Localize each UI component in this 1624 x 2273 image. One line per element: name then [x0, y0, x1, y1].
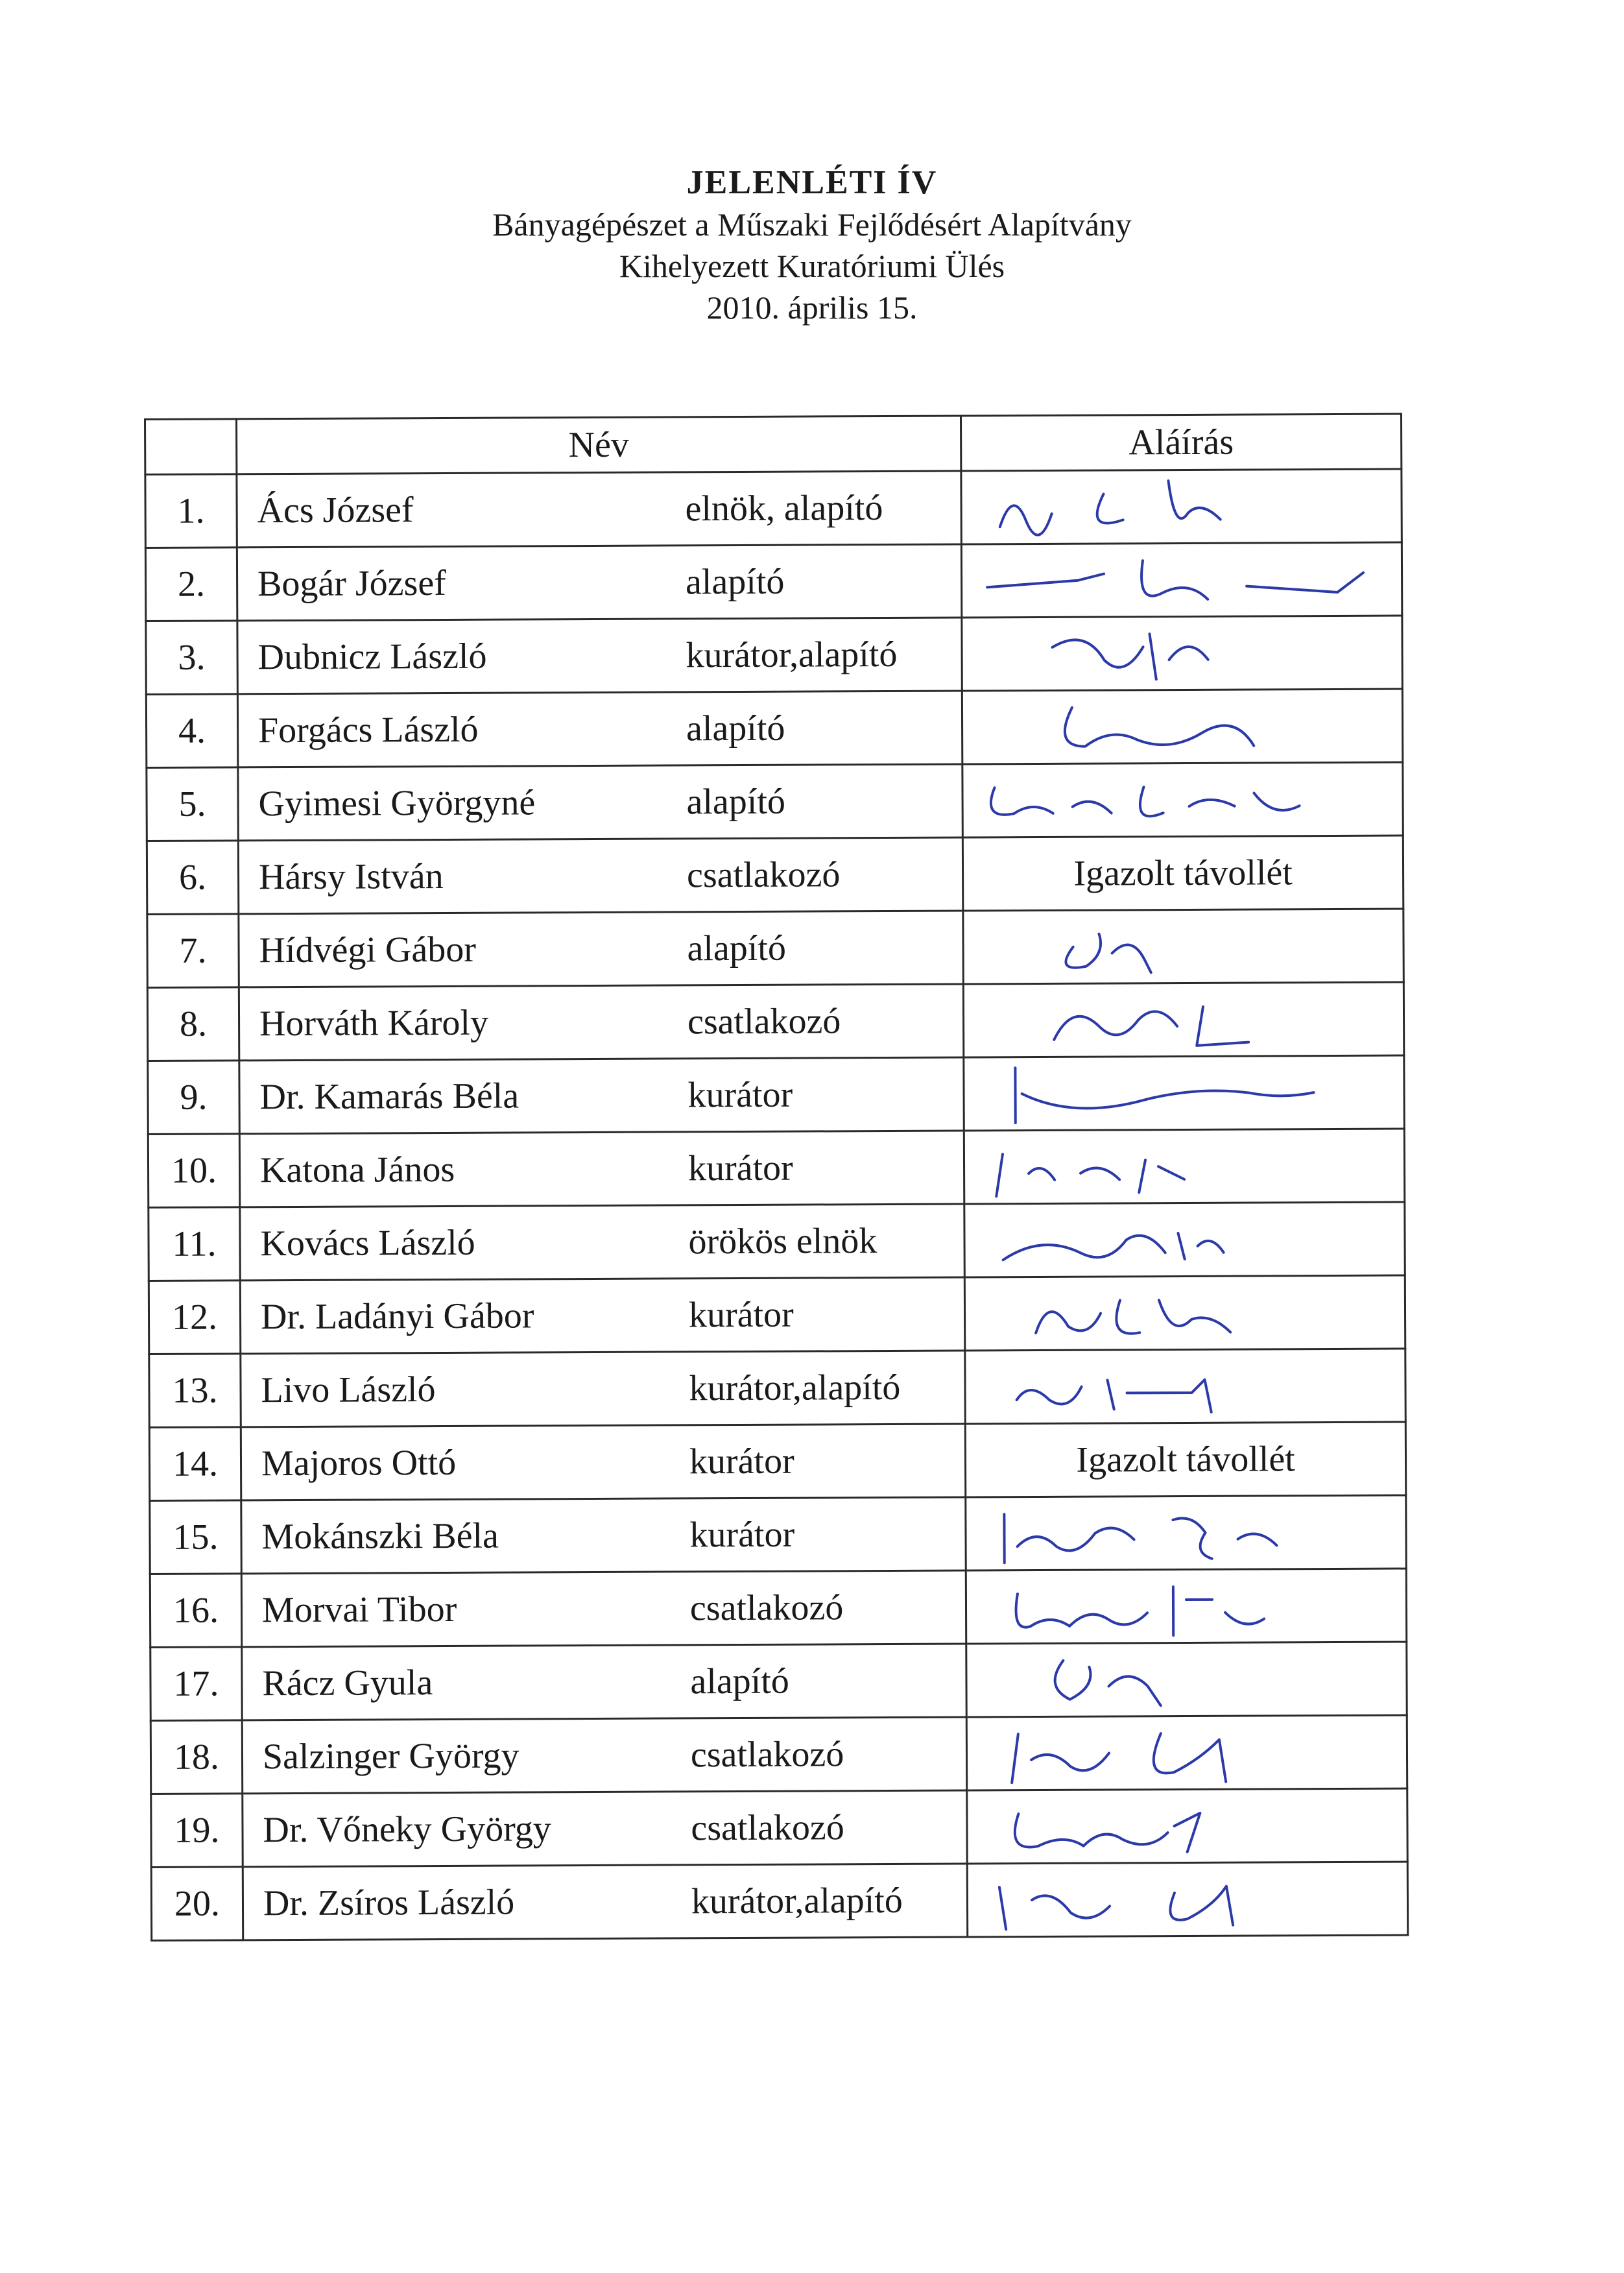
member-name: Horváth Károly: [259, 1002, 489, 1044]
organization-name: Bányagépészet a Műszaki Fejlődésért Alapítvány: [492, 206, 1132, 243]
member-info: [241, 1220, 963, 1264]
member-cell: [241, 1570, 966, 1647]
signature-stroke: [1012, 1733, 1226, 1783]
handwritten-signature: [978, 1500, 1393, 1567]
handwritten-signature: [979, 1646, 1394, 1713]
handwritten-signature: [977, 1353, 1392, 1420]
meeting-date: 2010. április 15.: [706, 289, 918, 326]
member-role: csatlakozó: [687, 1001, 841, 1042]
table-row: [151, 1788, 1407, 1867]
member-cell: [239, 911, 964, 987]
table-row: [148, 1129, 1404, 1207]
member-cell: [243, 1864, 968, 1940]
member-role: alapító: [686, 708, 785, 749]
handwritten-signature: [975, 693, 1390, 760]
row-number: 13.: [149, 1354, 241, 1428]
member-name: Katona János: [259, 1149, 455, 1191]
row-number: 19.: [151, 1794, 243, 1868]
member-role: alapító: [690, 1661, 789, 1702]
signature-stroke: [1017, 1380, 1212, 1413]
handwritten-signature: [979, 1573, 1394, 1640]
member-info: [240, 1000, 962, 1045]
row-number: 9.: [148, 1061, 239, 1135]
row-number: 10.: [148, 1134, 239, 1208]
signature-stroke: [1055, 1660, 1161, 1706]
table-row: [149, 1202, 1405, 1281]
table-row: [148, 1055, 1404, 1134]
signature-stroke: [991, 786, 1300, 817]
member-role: kurátor,alapító: [689, 1367, 901, 1409]
meeting-name: Kihelyezett Kuratóriumi Ülés: [619, 248, 1005, 284]
row-number: 15.: [150, 1500, 241, 1574]
table-row: [147, 909, 1403, 987]
row-number: 6.: [147, 841, 238, 915]
member-info: [241, 1293, 964, 1338]
row-number: 8.: [147, 987, 239, 1061]
table-row: [146, 616, 1402, 694]
member-role: kurátor: [688, 1294, 794, 1336]
member-info: [239, 707, 961, 752]
member-name: Ács József: [257, 490, 414, 531]
member-info: [242, 1513, 964, 1557]
signature-stroke: [1036, 1300, 1230, 1334]
member-role: kurátor: [687, 1074, 793, 1116]
member-info: [243, 1659, 965, 1704]
member-cell: [240, 1204, 965, 1281]
member-name: Mokánszki Béla: [261, 1515, 499, 1557]
signature-stroke: [996, 1153, 1184, 1196]
signature-cell: [964, 1129, 1404, 1204]
member-cell: [240, 1277, 965, 1354]
member-name: Gyimesi Györgyné: [258, 782, 536, 824]
signature-cell: [967, 1862, 1407, 1937]
member-name: Hársy István: [258, 856, 444, 898]
handwritten-signature: [980, 1866, 1395, 1933]
member-info: [243, 1806, 966, 1851]
signature-stroke: [1053, 634, 1208, 680]
row-number: 4.: [146, 694, 237, 768]
signature-cell: [965, 1349, 1405, 1424]
signature-cell: [964, 1275, 1405, 1351]
signature-stroke: [1065, 707, 1254, 747]
member-info: [243, 1733, 966, 1777]
handwritten-signature: [976, 987, 1391, 1053]
row-number: 11.: [149, 1207, 240, 1281]
attendance-table: [144, 413, 1409, 1942]
member-role: kurátor: [689, 1514, 795, 1556]
table-row: [151, 1862, 1407, 1940]
member-role: alapító: [685, 561, 785, 603]
handwritten-signature: [979, 1720, 1394, 1786]
member-role: csatlakozó: [686, 854, 841, 896]
signature-cell: [964, 1202, 1405, 1277]
signature-stroke: [1066, 933, 1151, 973]
signature-cell: [962, 762, 1403, 837]
row-number: 12.: [149, 1281, 240, 1354]
member-role: alapító: [687, 928, 787, 969]
member-name: Dr. Ladányi Gábor: [260, 1295, 534, 1338]
header-number-cell: [145, 419, 237, 475]
signature-cell: [965, 1422, 1405, 1497]
table-row: [147, 762, 1403, 841]
table-row: [150, 1642, 1407, 1720]
member-info: [242, 1439, 964, 1484]
table-row: [150, 1569, 1406, 1647]
member-name: Livo László: [261, 1369, 436, 1411]
member-role: alapító: [686, 781, 786, 823]
signature-cell: [966, 1569, 1406, 1644]
member-name: Dubnicz László: [257, 636, 487, 678]
signature-stroke: [999, 1886, 1233, 1930]
member-cell: [241, 1351, 966, 1427]
member-info: [238, 634, 961, 679]
handwritten-signature: [976, 1060, 1391, 1127]
signature-stroke: [999, 481, 1220, 535]
member-name: Majoros Ottó: [261, 1442, 457, 1484]
signature-cell: [962, 689, 1402, 764]
document-title: JELENLÉTI ÍV: [686, 164, 938, 201]
signature-stroke: [1016, 1586, 1264, 1636]
signature-cell: [961, 542, 1402, 618]
member-cell: [237, 691, 962, 767]
member-cell: [239, 984, 964, 1061]
member-name: Forgács László: [257, 709, 479, 751]
member-info: [239, 927, 962, 972]
signature-cell: [961, 469, 1402, 544]
member-name: Kovács László: [260, 1222, 475, 1264]
member-info: [241, 1366, 964, 1411]
table-row: [150, 1715, 1407, 1794]
signature-cell: [964, 1055, 1404, 1131]
member-name: Dr. Vőneky György: [263, 1809, 551, 1851]
signature-stroke: [1003, 1233, 1224, 1260]
table-row: [147, 982, 1403, 1061]
header-signature-cell: Aláírás: [961, 414, 1402, 471]
member-role: csatlakozó: [690, 1734, 844, 1775]
row-number: 18.: [150, 1720, 242, 1794]
handwritten-signature: [974, 620, 1389, 687]
member-cell: [239, 1131, 964, 1207]
handwritten-signature: [977, 1133, 1392, 1200]
row-number: 5.: [147, 767, 238, 841]
member-cell: [241, 1424, 966, 1500]
member-role: örökös elnök: [688, 1221, 878, 1262]
excused-absence-note: Igazolt távollét: [1073, 852, 1293, 894]
member-name: Dr. Kamarás Béla: [259, 1076, 519, 1118]
handwritten-signature: [974, 547, 1389, 614]
table-row: [145, 542, 1402, 621]
member-cell: [242, 1644, 967, 1720]
row-number: 7.: [147, 914, 239, 988]
member-info: [241, 1146, 963, 1191]
member-role: csatlakozó: [691, 1807, 844, 1849]
excused-absence-note: Igazolt távollét: [1076, 1439, 1295, 1480]
row-number: 2.: [145, 547, 237, 621]
member-cell: [243, 1790, 968, 1867]
table-row: [147, 836, 1403, 914]
member-info: [238, 560, 961, 605]
row-number: 20.: [151, 1867, 243, 1941]
row-number: 14.: [149, 1427, 241, 1501]
member-role: kurátor: [689, 1441, 794, 1482]
member-role: csatlakozó: [689, 1587, 844, 1629]
member-name: Hídvégi Gábor: [259, 929, 477, 971]
signature-cell: [962, 836, 1403, 911]
member-name: Bogár József: [257, 562, 447, 605]
table-header-row: [145, 414, 1402, 474]
table-row: [149, 1422, 1405, 1500]
signature-cell: [963, 909, 1403, 984]
signature-cell: [962, 616, 1402, 691]
member-name: Morvai Tibor: [261, 1589, 457, 1631]
member-cell: [237, 618, 962, 694]
signature-stroke: [1004, 1513, 1276, 1563]
member-role: kurátor,alapító: [686, 634, 898, 676]
signature-stroke: [987, 560, 1363, 601]
signature-cell: [966, 1642, 1407, 1717]
handwritten-signature: [975, 767, 1390, 834]
member-role: kurátor,alapító: [691, 1880, 903, 1922]
signature-cell: [966, 1495, 1406, 1570]
document-header: [0, 162, 1624, 328]
member-info: [239, 780, 961, 825]
member-cell: [238, 764, 963, 841]
member-cell: [239, 1057, 964, 1134]
row-number: 1.: [145, 474, 237, 548]
member-info: [240, 1074, 962, 1118]
signature-cell: [966, 1715, 1407, 1790]
table-row: [146, 689, 1402, 767]
member-cell: [237, 471, 962, 547]
handwritten-signature: [977, 1280, 1392, 1347]
table-row: [150, 1495, 1406, 1574]
signature-stroke: [1015, 1813, 1200, 1853]
member-cell: [241, 1497, 966, 1574]
member-role: elnök, alapító: [685, 488, 883, 529]
handwritten-signature: [975, 913, 1391, 980]
signature-stroke: [1015, 1066, 1313, 1123]
member-name: Rácz Gyula: [262, 1663, 433, 1704]
signature-cell: [967, 1788, 1407, 1864]
row-number: 16.: [150, 1574, 241, 1648]
member-name: Salzinger György: [262, 1735, 519, 1777]
table-row: [149, 1349, 1405, 1427]
handwritten-signature: [977, 1207, 1392, 1273]
member-name: Dr. Zsíros László: [263, 1882, 515, 1924]
header-name-cell: Név: [236, 416, 961, 474]
signature-cell: [963, 982, 1403, 1057]
handwritten-signature: [979, 1793, 1394, 1860]
member-info: [244, 1879, 966, 1924]
table-row: [149, 1275, 1405, 1354]
member-info: [243, 1586, 965, 1631]
signature-stroke: [1054, 1007, 1248, 1046]
member-cell: [242, 1717, 967, 1794]
member-cell: [238, 837, 963, 914]
table-row: [145, 469, 1402, 547]
handwritten-signature: [973, 474, 1389, 540]
member-info: [239, 854, 962, 898]
member-cell: [237, 544, 962, 621]
row-number: 17.: [150, 1647, 242, 1721]
row-number: 3.: [146, 621, 237, 695]
member-role: kurátor: [687, 1148, 793, 1189]
member-info: [237, 487, 960, 532]
